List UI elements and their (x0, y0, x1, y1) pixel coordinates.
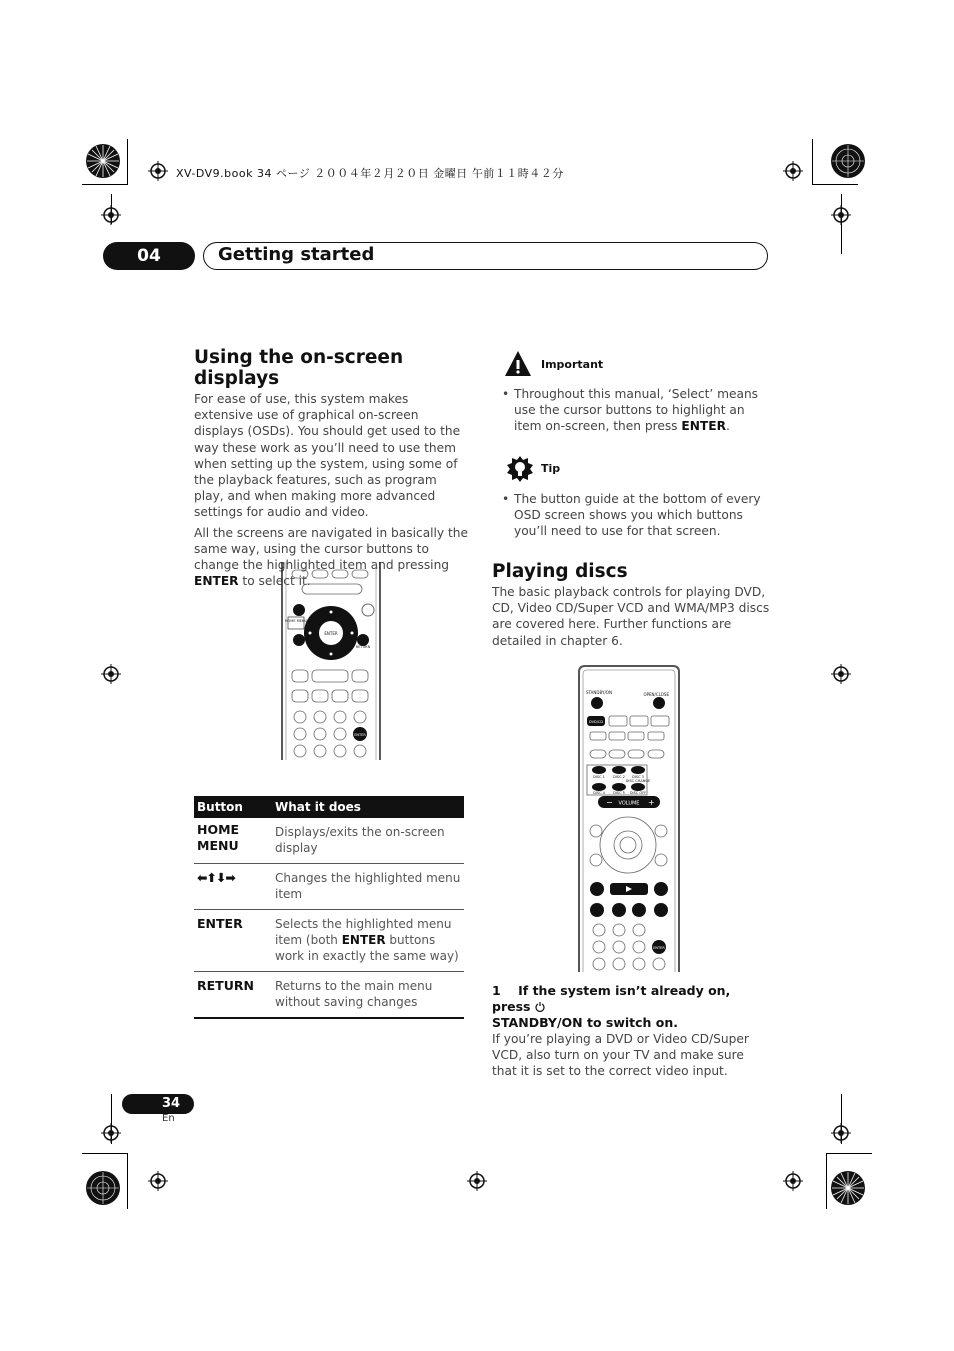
step-heading: 1 If the system isn’t already on, press STANDBY/ON to switch on. (492, 983, 731, 1030)
body-paragraph: All the screens are navigated in basically the same way, using the cursor buttons to change the highlighted item and pressing ENTER to select it. (194, 525, 469, 589)
disc5-label: DISC 5 (613, 791, 625, 795)
table-row (194, 972, 464, 1019)
step-1 (492, 983, 772, 1080)
disc3-label: DISC 3 (632, 775, 644, 779)
tip-lightbulb-icon (506, 455, 534, 483)
disc2-label: DISC 2 (613, 775, 625, 779)
dvd-cd-label: DVD/CD (588, 720, 604, 724)
sunburst-mark-icon (85, 143, 121, 179)
table-row (194, 818, 464, 864)
registration-mark-icon (831, 664, 851, 684)
home-menu-label: HOME MENU (284, 619, 308, 623)
language-code: En (162, 1113, 175, 1124)
registration-mark-icon (101, 664, 121, 684)
table-cell-desc: Displays/exits the on-screen display (272, 818, 464, 864)
enter-label: ENTER (653, 946, 665, 950)
playing-discs-section (492, 561, 772, 649)
page-number-tab (122, 1094, 194, 1114)
registration-mark-icon (101, 1123, 121, 1143)
step-body: If you’re playing a DVD or Video CD/Super VCD, also turn on your TV and make sure that it is set to the correct video input. (492, 1032, 749, 1079)
sunburst-mark-icon (830, 1170, 866, 1206)
important-bullet: • Throughout this manual, ‘Select’ means use the cursor buttons to highlight an item on-screen, then press ENTER. (492, 386, 772, 435)
registration-mark-icon (467, 1171, 487, 1191)
table-row (194, 864, 464, 910)
table-cell-desc: Returns to the main menu without saving changes (272, 972, 464, 1019)
standby-label: STANDBY/ON (586, 690, 612, 695)
print-header: XV-DV9.book 34 ページ ２００４年２月２０日 金曜日 午前１１時４２分 (176, 167, 564, 180)
table-header-row (194, 796, 464, 818)
important-callout (492, 386, 772, 435)
return-label: RETURN (355, 645, 371, 649)
body-paragraph: For ease of use, this system makes extensive use of graphical on-screen displays (OSDs). You should get used to the way these work as you’ll need to use them when setting up the system, using some of the playback features, such as program play, and when making more advanced settings for audio and video. (194, 392, 461, 520)
table-cell-key: ⬅⬆⬇➡ (194, 864, 272, 910)
disc4-label: DISC 4 (593, 791, 605, 795)
registration-mark-icon (783, 161, 803, 181)
table-header: Button (194, 796, 272, 818)
disc1-label: DISC 1 (593, 775, 605, 779)
registration-mark-icon (783, 1171, 803, 1191)
power-icon (535, 1001, 545, 1012)
enter-label: ENTER (354, 733, 366, 737)
enter-label: ENTER (324, 631, 338, 636)
section-heading: Using the on-screen displays (194, 347, 404, 389)
disc-off-label: DISC OFF (629, 791, 647, 795)
volume-label: VOLUME (618, 800, 640, 807)
registration-mark-icon (148, 1171, 168, 1191)
chapter-number: 04 (103, 242, 195, 270)
chapter-title: Getting started (218, 244, 375, 265)
registration-mark-icon (148, 161, 168, 181)
table-row (194, 910, 464, 972)
volume-plus-icon: + (648, 798, 655, 807)
table-cell-key: HOME MENU (194, 818, 272, 864)
chapter-title-bar (203, 242, 768, 270)
sunburst-mark-icon (830, 143, 866, 179)
osd-section (194, 347, 469, 589)
sunburst-mark-icon (85, 1170, 121, 1206)
disc-change-label: DISC CHANGE (625, 779, 651, 783)
table-cell-desc: Selects the highlighted menu item (both ENTER buttons work in exactly the same way) (272, 910, 464, 972)
section-heading: Playing discs (492, 561, 628, 582)
page-number: 34 (162, 1096, 181, 1111)
table-cell-desc: Changes the highlighted menu item (272, 864, 464, 910)
registration-mark-icon (101, 205, 121, 225)
remote-control-illustration (278, 562, 384, 760)
important-warning-icon (504, 350, 532, 378)
registration-mark-icon (831, 205, 851, 225)
button-guide-table (194, 796, 464, 1019)
table-cell-key: ENTER (194, 910, 272, 972)
tip-bullet: • The button guide at the bottom of every OSD screen shows you which buttons you’ll need to use for that screen. (492, 491, 772, 540)
open-close-label: OPEN/CLOSE (643, 692, 669, 697)
remote-control-full-illustration (576, 664, 682, 972)
body-paragraph: The basic playback controls for playing DVD, CD, Video CD/Super VCD and WMA/MP3 discs are covered here. Further functions are detailed in chapter 6. (492, 585, 770, 648)
table-header: What it does (272, 796, 464, 818)
tip-label: Tip (541, 462, 561, 475)
table-cell-key: RETURN (194, 972, 272, 1019)
registration-mark-icon (831, 1123, 851, 1143)
tip-callout (492, 491, 772, 540)
volume-minus-icon: − (606, 798, 613, 807)
important-label: Important (541, 358, 604, 371)
